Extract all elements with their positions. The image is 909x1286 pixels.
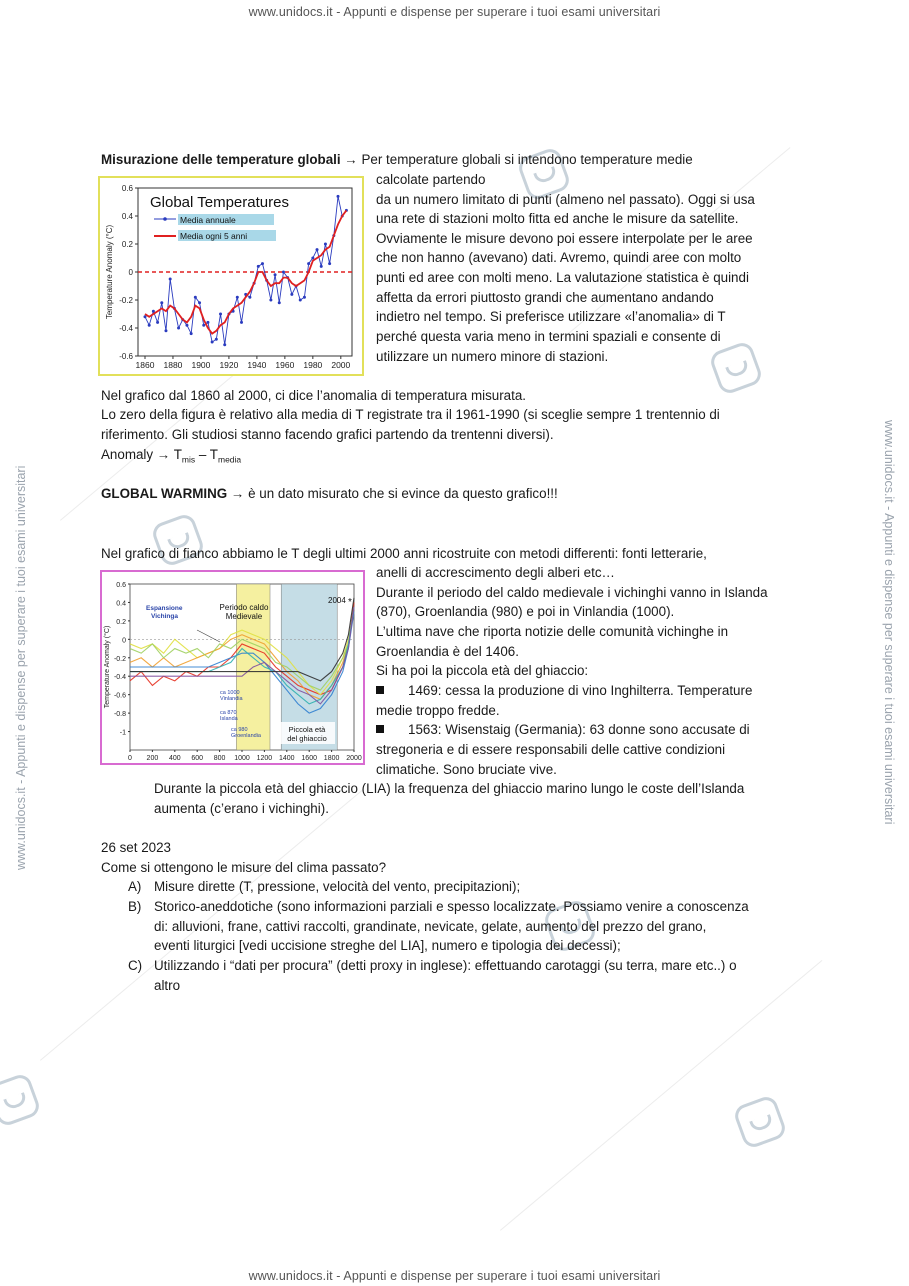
section1-line: da un numero limitato di punti (almeno nel passato). Oggi si usa	[376, 192, 755, 207]
x-tick-label: 600	[191, 755, 204, 762]
arrow-icon: →	[156, 447, 171, 462]
list-marker: A)	[128, 879, 142, 894]
x-tick-label: 200	[146, 755, 159, 762]
annotation-marker: Islanda	[220, 716, 238, 722]
y-tick-label: -0.6	[119, 352, 133, 361]
y-tick-label: -0.2	[113, 655, 126, 663]
anomaly-line	[101, 445, 241, 470]
data-point-annual	[202, 324, 205, 327]
section3-line: L’ultima nave che riporta notizie delle comunità vichinghe in	[376, 624, 729, 639]
data-point-annual	[278, 301, 281, 304]
data-point-annual	[148, 324, 151, 327]
bullet-continuation: stregoneria e di essere responsabili delle cattive condizioni	[376, 742, 726, 757]
watermark-left: www.unidocs.it - Appunti e dispense per superare i tuoi esami universitari	[14, 465, 28, 870]
x-tick-label: 1880	[163, 360, 183, 370]
annotation-warm: Medievale	[225, 612, 263, 621]
indented-line: Durante la piccola età del ghiaccio (LIA) la frequenza del ghiaccio marino lungo le coste dell’Islanda	[154, 781, 745, 796]
watermark-right: www.unidocs.it - Appunti e dispense per superare i tuoi esami universitari	[882, 420, 896, 825]
data-point-annual	[177, 327, 180, 330]
watermark-logo-icon	[0, 1072, 42, 1128]
data-point-annual	[215, 338, 218, 341]
data-point-annual	[236, 296, 239, 299]
y-tick-label: 0.2	[121, 240, 133, 249]
data-point-annual	[194, 296, 197, 299]
x-tick-label: 1960	[275, 360, 295, 370]
annotation-star: *	[348, 597, 352, 608]
y-tick-label: 0.4	[116, 600, 126, 608]
annotation-expansion: Espansione	[146, 605, 183, 612]
x-tick-label: 1980	[303, 360, 323, 370]
x-tick-label: 2000	[346, 755, 362, 762]
x-tick-label: 800	[213, 755, 226, 762]
y-tick-label: 0.6	[116, 582, 126, 589]
list-item-text: Storico-aneddotiche (sono informazioni parziali e spesso localizzate. Possiamo venire a conoscenza	[154, 899, 749, 914]
x-tick-label: 0	[128, 755, 132, 762]
data-point-annual	[257, 265, 260, 268]
section1-line: una rete di stazioni molto fitta ed anche le misure da satellite.	[376, 211, 739, 226]
data-point-annual	[337, 195, 340, 198]
section1-line: affetta da errori piuttosto grandi che aumentano andando	[376, 290, 714, 305]
section1-line: perché questa varia meno in termini spaziali e consente di	[376, 329, 721, 344]
data-point-annual	[185, 324, 188, 327]
data-point-annual	[223, 343, 226, 346]
paragraph-line: Nel grafico dal 1860 al 2000, ci dice l’anomalia di temperatura misurata.	[101, 388, 527, 403]
list-marker: B)	[128, 899, 142, 914]
section3-line: (870), Groenlandia (980) e poi in Vinlandia (1000).	[376, 604, 675, 619]
x-tick-label: 2000	[331, 360, 351, 370]
global-warming-line	[101, 484, 558, 504]
legend-label: Media ogni 5 anni	[180, 231, 248, 241]
data-point-annual	[206, 321, 209, 324]
anomaly-sub-media: media	[217, 454, 242, 465]
section1-line: che non hanno (avevano) dati. Avremo, quindi aree con molto	[376, 250, 742, 265]
anomaly-t2: T	[209, 447, 218, 462]
y-tick-label: 0	[128, 268, 133, 277]
data-point-annual	[169, 278, 172, 281]
indented-line: aumenta (c’erano i vichinghi).	[154, 801, 329, 816]
annotation-expansion: Vichinga	[151, 613, 178, 620]
list-item-text: Misure dirette (T, pressione, velocità del vento, precipitazioni);	[154, 879, 521, 894]
section1-line: utilizzare un numero minore di stazioni.	[376, 349, 609, 364]
section1-heading: Misurazione delle temperature globali	[101, 152, 341, 167]
data-point-annual	[307, 262, 310, 265]
x-tick-label: 1400	[279, 755, 295, 762]
list-item-text: eventi liturgici [vedi uccisione streghe del LIA], numero e tipologia dei decessi);	[154, 938, 621, 953]
arrow-icon: →	[344, 152, 358, 167]
arrow-icon: →	[230, 486, 245, 501]
data-point-annual	[211, 341, 214, 344]
x-tick-label: 1200	[256, 755, 273, 762]
global-warming-label: GLOBAL WARMING	[101, 486, 228, 501]
data-point-annual	[160, 301, 163, 304]
annotation-ice: del ghiaccio	[287, 734, 327, 743]
section1-line: punti ed aree con molti meno. La valutazione statistica è quindi	[376, 270, 749, 285]
x-tick-label: 1800	[323, 755, 340, 762]
x-tick-label: 1940	[247, 360, 267, 370]
annotation-2004: 2004	[328, 596, 346, 605]
section1-heading-line	[101, 150, 693, 170]
y-tick-label: 0	[122, 637, 126, 645]
bullet-continuation: climatiche. Sono bruciate vive.	[376, 762, 557, 777]
chart-title: Global Temperatures	[150, 194, 289, 211]
legend-marker-annual	[163, 217, 167, 221]
figure-2000-years	[100, 570, 365, 765]
section1-line: Per temperature globali si intendono temperature medie	[361, 152, 693, 167]
x-tick-label: 1600	[301, 755, 317, 762]
paragraph-line: riferimento. Gli studiosi stanno facendo grafici partendo da trentenni diversi).	[101, 427, 554, 442]
data-point-annual	[324, 243, 327, 246]
global-warming-text: è un dato misurato che si evince da questo grafico!!!	[248, 486, 558, 501]
section1-line: Ovviamente le misure devono poi essere interpolate per le aree	[376, 231, 753, 246]
annotation-marker: ca 870	[220, 710, 237, 716]
data-point-annual	[248, 296, 251, 299]
data-point-annual	[240, 321, 243, 324]
list-item-text: Utilizzando i “dati per procura” (detti proxy in inglese): effettuando carotaggi (su terra, mare etc..) o	[154, 958, 737, 973]
anomaly-label: Anomaly	[101, 447, 154, 462]
data-point-annual	[198, 301, 201, 304]
watermark-footer: www.unidocs.it - Appunti e dispense per superare i tuoi esami universitari	[248, 1269, 661, 1283]
watermark-header: www.unidocs.it - Appunti e dispense per superare i tuoi esami universitari	[248, 5, 661, 19]
data-point-annual	[316, 248, 319, 251]
annotation-marker: Vinlandia	[220, 696, 243, 702]
data-point-annual	[299, 299, 302, 302]
bullet-text: 1563: Wisenstaig (Germania): 63 donne sono accusate di	[408, 722, 750, 737]
anomaly-sub-mis: mis	[181, 454, 196, 465]
bullet-text: 1469: cessa la produzione di vino Inghilterra. Temperature	[408, 683, 753, 698]
section3-line: anelli di accrescimento degli alberi etc…	[376, 565, 615, 580]
y-tick-label: -1	[119, 729, 126, 737]
data-point-annual	[269, 299, 272, 302]
global-temperatures-chart	[100, 178, 362, 374]
y-tick-label: -0.6	[113, 692, 126, 700]
anomaly-minus: –	[195, 447, 210, 462]
data-point-annual	[320, 265, 323, 268]
y-tick-label: 0.2	[116, 618, 126, 626]
data-point-annual	[156, 321, 159, 324]
data-point-annual	[328, 262, 331, 265]
annotation-marker: Groenlandia	[231, 733, 261, 739]
y-axis-label: Temperature Anomaly (°C)	[105, 224, 114, 320]
data-point-annual	[219, 313, 222, 316]
data-point-annual	[290, 293, 293, 296]
bullet-square-icon	[376, 686, 384, 694]
y-tick-label: -0.2	[119, 296, 133, 305]
section3-line: Durante il periodo del caldo medievale i vichinghi vanno in Islanda	[376, 585, 768, 600]
y-axis-label: Temperature Anomaly (°C)	[104, 625, 111, 709]
question-line: Come si ottengono le misure del clima passato?	[101, 860, 387, 875]
x-tick-label: 1920	[219, 360, 239, 370]
x-tick-label: 1860	[135, 360, 155, 370]
list-marker: C)	[128, 958, 143, 973]
date-heading: 26 set 2023	[101, 840, 171, 855]
y-tick-label: -0.4	[119, 324, 133, 333]
x-tick-label: 400	[168, 755, 181, 762]
watermark-diagonal	[500, 960, 822, 1231]
section1-line: calcolate partendo	[376, 172, 486, 187]
bullet-square-icon	[376, 725, 384, 733]
watermark-logo-icon	[732, 1094, 788, 1150]
list-item-text: altro	[154, 978, 181, 993]
section3-line: Groenlandia è del 1406.	[376, 644, 519, 659]
two-millennia-chart	[102, 572, 363, 763]
anomaly-t1: T	[173, 447, 182, 462]
data-point-annual	[282, 271, 285, 274]
annotation-marker: ca 1000	[220, 690, 240, 696]
y-tick-label: -0.4	[113, 674, 126, 682]
list-item-text: di: alluvioni, frane, cattivi raccolti, grandinate, nevicate, gelate, aumento del prezzo del grano,	[154, 919, 707, 934]
data-point-annual	[274, 273, 277, 276]
y-tick-label: 0.6	[121, 184, 133, 193]
watermark-logo-icon	[708, 340, 764, 396]
data-point-annual	[164, 329, 167, 332]
annotation-marker: ca 980	[231, 727, 248, 733]
figure-global-temperatures	[98, 176, 364, 376]
annotation-ice: Piccola età	[288, 725, 326, 734]
y-tick-label: 0.4	[121, 212, 133, 221]
data-point-annual	[303, 296, 306, 299]
bullet-item	[376, 681, 752, 701]
data-point-annual	[190, 332, 193, 335]
bullet-item	[376, 720, 750, 740]
x-tick-label: 1900	[191, 360, 211, 370]
y-tick-label: -0.8	[113, 711, 126, 719]
bullet-continuation: medie troppo fredde.	[376, 703, 500, 718]
legend-label: Media annuale	[180, 215, 236, 225]
data-point-annual	[261, 262, 264, 265]
x-tick-label: 1000	[234, 755, 250, 762]
paragraph-line: Lo zero della figura è relativo alla media di T registrate tra il 1961-1990 (si sceglie sempre 1 trentennio di	[101, 407, 720, 422]
section3-intro: Nel grafico di fianco abbiamo le T degli ultimi 2000 anni ricostruite con metodi differenti: fonti letterarie,	[101, 546, 707, 561]
section3-line: Si ha poi la piccola età del ghiaccio:	[376, 663, 589, 678]
section1-line: indietro nel tempo. Si preferisce utilizzare «l’anomalia» di T	[376, 309, 726, 324]
annotation-warm: Periodo caldo	[219, 603, 269, 612]
